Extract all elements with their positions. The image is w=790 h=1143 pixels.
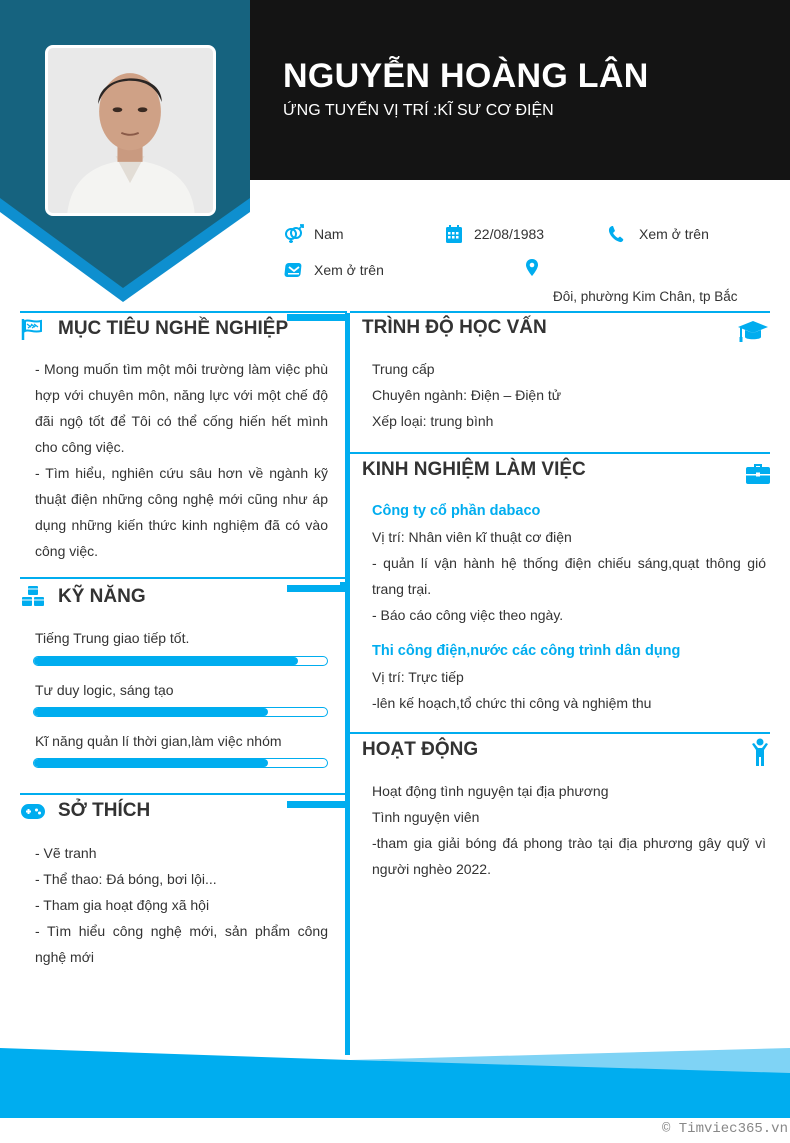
hobby-item: - Tham gia hoạt động xã hội <box>35 897 210 913</box>
skill-label: Kĩ năng quản lí thời gian,làm việc nhóm <box>35 733 282 749</box>
applied-position: ỨNG TUYỂN VỊ TRÍ :KĨ SƯ CƠ ĐIỆN <box>283 102 554 119</box>
objective-paragraph: - Mong muốn tìm một môi trường làm việc phù hợp với chuyên môn, năng lực với một chế độ đãi ngộ tốt để Tôi có thể cống hiến hết mình cho công việc. <box>35 361 328 455</box>
copyright-text: © Timviec365.vn <box>661 1121 788 1137</box>
activities-details <box>372 778 766 882</box>
email-icon <box>284 260 304 280</box>
hobby-item: - Tìm hiểu công nghệ mới, sản phẩm công nghệ mới <box>35 923 328 965</box>
cubes-icon <box>20 584 46 610</box>
hobbies-list <box>35 840 328 970</box>
flag-icon <box>20 316 46 342</box>
candidate-name: NGUYỄN HOÀNG LÂN <box>283 57 649 95</box>
activity-line: Tình nguyện viên <box>372 809 480 825</box>
map-pin-icon <box>522 258 542 278</box>
job-role: Vị trí: Nhân viên kĩ thuật cơ điện <box>372 529 572 545</box>
objective-text <box>35 356 328 564</box>
skill-progress-bar <box>33 758 328 768</box>
job-role: Vị trí: Trực tiếp <box>372 669 464 685</box>
skills-title-text: KỸ NĂNG <box>58 586 146 607</box>
skill-progress-fill <box>34 657 298 665</box>
column-divider <box>345 313 350 1055</box>
hobbies-tab <box>287 801 347 808</box>
job-company: Thi công điện,nước các công trình dân dụng <box>372 643 681 659</box>
contact-address-pin <box>522 258 552 278</box>
objective-paragraph: - Tìm hiểu, nghiên cứu sâu hơn về ngành kỹ thuật điện những công nghệ mới cũng như áp dụng những kiến thức kinh nghiệm đã có vào công việc. <box>35 465 328 559</box>
hobbies-top-line <box>20 793 347 795</box>
activities-top-line <box>350 732 770 734</box>
education-title <box>362 317 547 339</box>
phone-icon <box>606 224 626 244</box>
activity-line: Hoạt động tình nguyện tại địa phương <box>372 783 609 799</box>
objective-tab <box>287 314 347 321</box>
objective-title <box>20 316 288 342</box>
job-detail: -lên kế hoạch,tổ chức thi công và nghiệm thu <box>372 695 652 711</box>
hobby-item: - Thể thao: Đá bóng, bơi lội... <box>35 871 217 887</box>
skills-tab <box>287 585 347 592</box>
phone-value: Xem ở trên <box>639 226 709 242</box>
experience-details <box>372 498 766 716</box>
address-value: Đôi, phường Kim Chân, tp Bắc <box>553 289 738 304</box>
contact-email <box>284 260 384 280</box>
job-company: Công ty cổ phần dabaco <box>372 503 541 519</box>
skill-progress-bar <box>33 656 328 666</box>
birthday-value: 22/08/1983 <box>474 226 545 242</box>
briefcase-icon <box>744 459 772 487</box>
experience-top-line <box>350 452 770 454</box>
gender-value: Nam <box>314 226 344 242</box>
skill-progress-bar <box>33 707 328 717</box>
hobby-item: - Vẽ tranh <box>35 845 97 861</box>
objective-title-text: MỤC TIÊU NGHỀ NGHIỆP <box>58 318 289 339</box>
skill-progress-fill <box>34 708 268 716</box>
hobbies-title-text: SỞ THÍCH <box>58 800 151 821</box>
education-top-line <box>350 311 770 313</box>
activities-title-text: HOẠT ĐỘNG <box>362 739 479 760</box>
contact-phone <box>606 224 709 244</box>
experience-connector <box>340 582 347 588</box>
avatar <box>45 45 216 216</box>
contact-birthday <box>444 224 544 244</box>
job-detail: - quản lí vận hành hệ thống điện chiếu sáng,quạt thông gió trang trại. <box>372 555 766 597</box>
job-detail: - Báo cáo công việc theo ngày. <box>372 607 564 623</box>
graduation-cap-icon <box>737 316 769 348</box>
education-line: Trung cấp <box>372 361 435 377</box>
person-icon <box>750 738 770 768</box>
experience-title <box>362 459 586 481</box>
activity-line: -tham gia giải bóng đá phong trào tại địa phương gây quỹ vì người nghèo 2022. <box>372 835 766 877</box>
objective-top-line <box>20 311 347 313</box>
education-line: Chuyên ngành: Điện – Điện tử <box>372 387 562 403</box>
experience-title-text: KINH NGHIỆM LÀM VIỆC <box>362 459 586 480</box>
skill-label: Tư duy logic, sáng tạo <box>35 682 174 698</box>
hobbies-title <box>20 798 150 824</box>
calendar-icon <box>444 224 464 244</box>
gamepad-icon <box>20 798 46 824</box>
email-value: Xem ở trên <box>314 262 384 278</box>
contact-gender <box>284 224 344 244</box>
skill-progress-fill <box>34 759 268 767</box>
skills-top-line <box>20 577 347 579</box>
footer-wave <box>0 1038 790 1118</box>
skills-title <box>20 584 146 610</box>
gender-icon <box>284 224 304 244</box>
education-line: Xếp loại: trung bình <box>372 413 494 429</box>
skill-label: Tiếng Trung giao tiếp tốt. <box>35 630 190 646</box>
education-title-text: TRÌNH ĐỘ HỌC VẤN <box>362 317 547 338</box>
education-details <box>372 356 561 434</box>
activities-title <box>362 739 478 761</box>
